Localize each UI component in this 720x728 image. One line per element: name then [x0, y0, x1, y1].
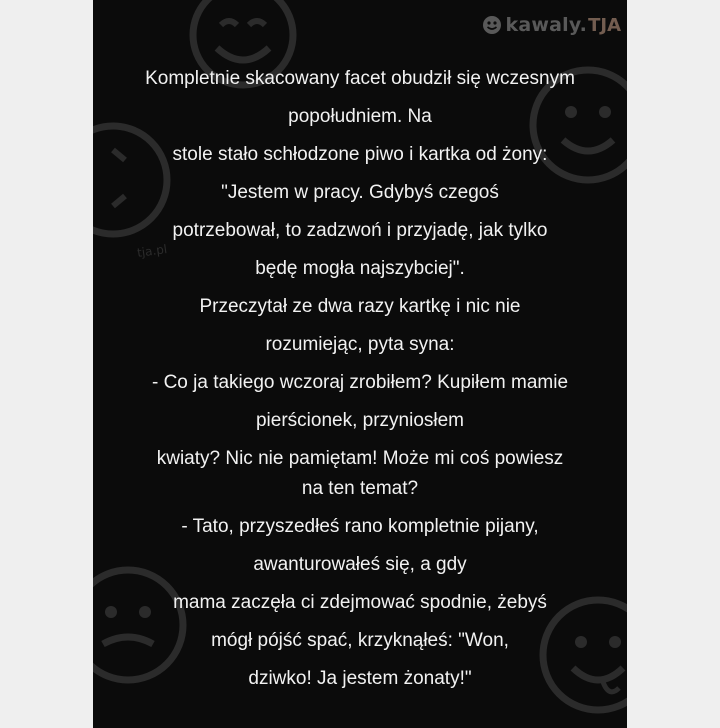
joke-line: popołudniem. Na	[288, 106, 432, 127]
joke-line: - Tato, przyszedłeś rano kompletnie pijany,	[181, 516, 539, 537]
logo-suffix: TJA	[588, 14, 621, 36]
joke-card	[93, 0, 627, 728]
joke-line: kwiaty? Nic nie pamiętam! Może mi coś powiesz	[156, 448, 564, 469]
small-watermark: tja.pl	[136, 241, 168, 261]
joke-line: rozumiejąc, pyta syna:	[265, 334, 455, 355]
smiley-logo-icon	[482, 15, 502, 35]
joke-line: Kompletnie skacowany facet obudził się wczesnym	[145, 68, 575, 89]
joke-text	[93, 67, 627, 705]
logo-text: kawaly.	[505, 14, 588, 36]
joke-line: "Jestem w pracy. Gdybyś czegoś	[221, 182, 499, 203]
joke-line: - Co ja takiego wczoraj zrobiłem? Kupiłem mamie	[151, 372, 569, 393]
joke-line: mama zaczęła ci zdejmować spodnie, żebyś	[173, 592, 547, 613]
kawaly-logo	[482, 14, 621, 36]
joke-line: dziwko! Ja jestem żonaty!"	[248, 668, 472, 689]
joke-line: awanturowałeś się, a gdy	[253, 554, 467, 575]
joke-line: na ten temat?	[301, 478, 419, 499]
joke-line: pierścionek, przyniosłem	[255, 410, 465, 431]
joke-line: Przeczytał ze dwa razy kartkę i nic nie	[199, 296, 521, 317]
joke-line: stole stało schłodzone piwo i kartka od żony:	[172, 144, 548, 165]
joke-line: mógł pójść spać, krzyknąłeś: "Won,	[211, 630, 509, 651]
joke-line: będę mogła najszybciej".	[255, 258, 465, 279]
joke-line: potrzebował, to zadzwoń i przyjadę, jak tylko	[172, 220, 548, 241]
